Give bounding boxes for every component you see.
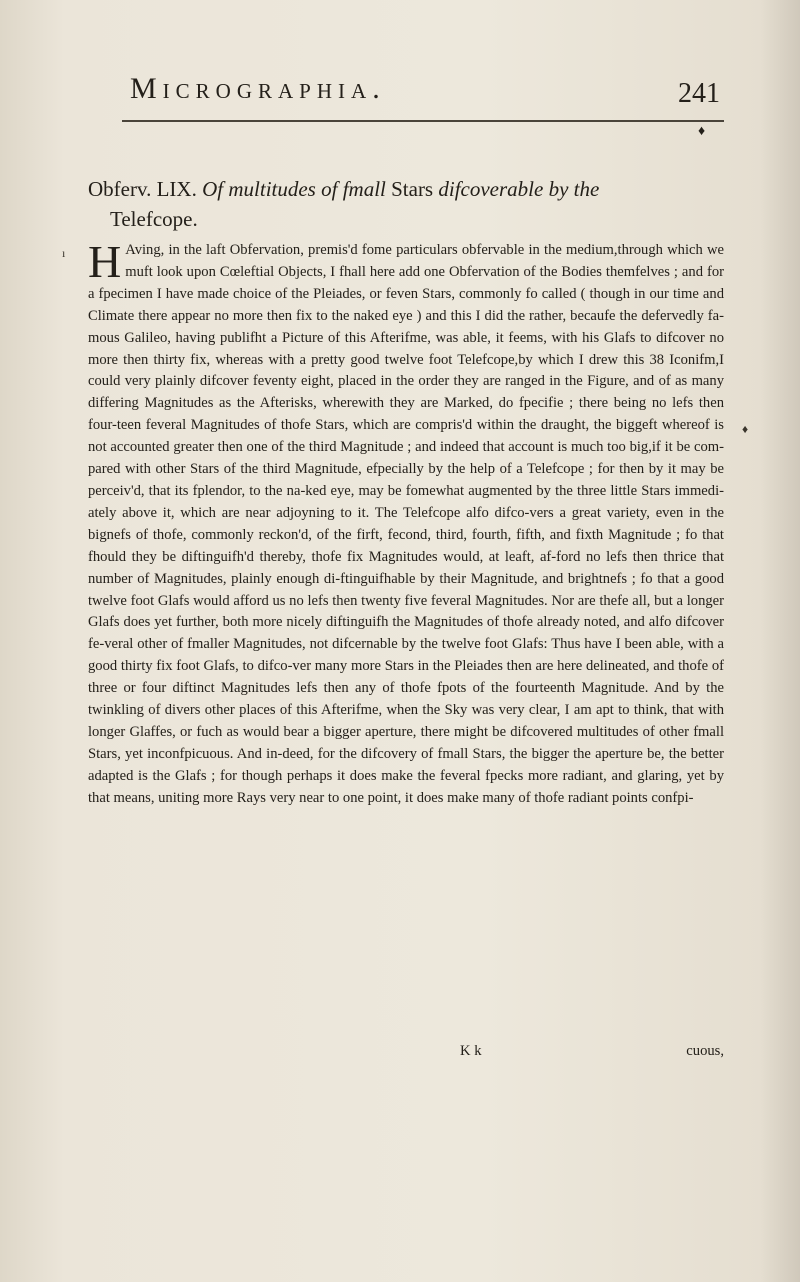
body-paragraph [88, 236, 724, 810]
signature-mark: K k [460, 1043, 482, 1059]
left-margin-mark: ı [62, 246, 66, 260]
page-edge-shadow [760, 0, 800, 1282]
running-title: Micrographia. [130, 72, 386, 105]
catchword: cuous, [686, 1043, 724, 1059]
right-margin-mark: ♦ [742, 422, 749, 436]
running-head [130, 72, 720, 112]
drop-cap: H [88, 236, 122, 287]
header-rule [122, 120, 724, 122]
observation-label: Obferv. LIX. [88, 177, 197, 201]
header-ornament: ♦ [698, 124, 706, 139]
observation-title-part2: Stars [391, 177, 434, 201]
observation-title-part4: Telefcope. [110, 207, 198, 231]
observation-title-part1: Of multitudes of fmall [202, 177, 386, 201]
paragraph-text: Aving, in the laft Obfervation, premis'd fome particulars obfervable in the medium,through which we muft look upon Cœleftial Objects, I fhall here add one Obfervation of the Bodies themfelves ; and for a fpecimen I have made choice of the Pleiades, or feven Stars, commonly fo called ( though in our time and Climate there appear no more then fix to the naked eye ) and this I did the rather, becaufe the defervedly fa-mous Galileo, having publifht a Picture of this Afterifme, was able, it feems, with his Glafs to difcover no more then thirty fix, whereas with a pretty good twelve foot Telefcope,by which I drew this 38 Iconifm,I could very plainly difcover feventy eight, placed in the order they are ranged in the Figure, and of as many differing Magnitudes as the Afterisks, wherewith they are Marked, do fpecifie ; there being no lefs then four-teen feveral Magnitudes of thofe Stars, which are compris'd within the draught, the biggeft whereof is not accounted greater then one of the third Magnitude ; and indeed that account is much too big,if it be com-pared with other Stars of the third Magnitude, efpecially by the help of a Telefcope ; for then by it may be perceiv'd, that its fplendor, to the na-ked eye, may be fomewhat augmented by the three little Stars immedi-ately above it, which are near adjoyning to it. The Telefcope alfo difco-vers a great variety, even in the bignefs of thofe, commonly reckon'd, of the firft, fecond, third, fourth, fifth, and fixth Magnitude ; fo that fhould they be diftinguifh'd thereby, thofe fix Magnitudes would, at leaft, af-ford no lefs then thrice that number of Magnitudes, plainly enough di-ftinguifhable by their Magnitude, and brightnefs ; fo that a good twelve foot Glafs would afford us no lefs then twenty five feveral Magnitudes. Nor are thefe all, but a longer Glafs does yet further, both more nicely diftinguifh the Magnitudes of thofe already noted, and alfo difcover fe-veral other of fmaller Magnitudes, not difcernable by the twelve foot Glafs: Thus have I been able, with a good thirty fix foot Glafs, to difco-ver many more Stars in the Pleiades then are here delineated, and thofe of three or four diftinct Magnitudes lefs then any of thofe fpots of the fourteenth Magnitude. And by the twinkling of divers other places of this Afterifme, when the Sky was very clear, I am apt to think, that with longer Glaffes, or fuch as would bear a bigger aperture, there might be difcovered multitudes of other fmall Stars, yet inconfpicuous. And in-deed, for the difcovery of fmall Stars, the bigger the aperture be, the better adapted is the Glafs ; for though perhaps it does make the feveral fpecks more radiant, and glaring, yet by that means, uniting more Rays very near to one point, it does make many of thofe radiant points confpi- [88, 242, 724, 806]
catchline [88, 1043, 724, 1065]
body-text [88, 236, 724, 810]
observation-title-part3: difcoverable by the [438, 177, 600, 201]
observation-heading [88, 174, 738, 234]
page-number: 241 [678, 78, 720, 109]
